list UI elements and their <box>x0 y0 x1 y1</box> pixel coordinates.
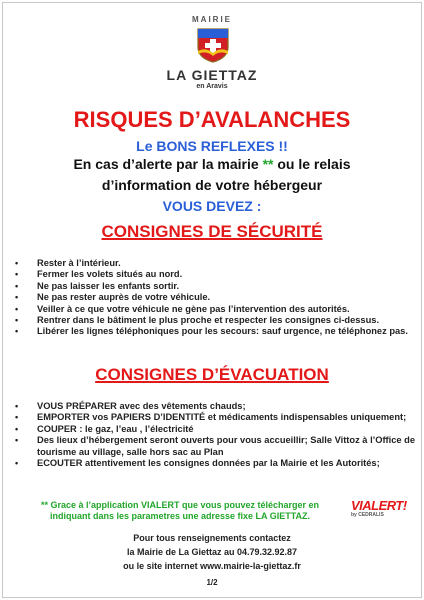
list-item: • Ne pas rester auprès de votre véhicule. <box>15 292 415 303</box>
list-item: • Veiller à ce que votre véhicule ne gène pas l’intervention des autorités. <box>15 304 415 315</box>
vialert-logo-sub: by CEDRALIS <box>351 512 384 518</box>
vialert-logo-word: VIALERT! <box>351 498 407 513</box>
vialert-note-line-1: ** Grace à l’application VIALERT que vous pouvez télécharger en <box>40 500 320 510</box>
list-item: • Des lieux d’hébergement seront ouverts pour vous accueillir; Salle Vittoz à l’Office de tourisme au village, salle hors sac au Plan <box>15 435 415 458</box>
list-item: • Libérer les lignes téléphoniques pour les secours: sauf urgence, ne téléphonez pas. <box>15 326 415 337</box>
securite-heading <box>3 222 421 242</box>
alert-line-2: d’information de votre hébergeur <box>101 177 323 193</box>
alert-line-1-end: ou le relais <box>273 156 351 172</box>
town-name: LA GIETTAZ <box>166 67 258 83</box>
mairie-label: MAIRIE <box>192 15 232 24</box>
securite-heading-text: CONSIGNES DE SÉCURITÉ <box>101 222 323 241</box>
evacuation-list <box>15 401 415 469</box>
list-item: • VOUS PRÉPARER avec des vêtements chauds; <box>15 401 415 412</box>
contact-line-1: Pour tous renseignements contactez <box>133 533 291 543</box>
list-item: • COUPER : le gaz, l’eau , l’électricité <box>15 424 415 435</box>
page-title: RISQUES D’AVALANCHES <box>73 107 351 132</box>
evacuation-heading <box>3 365 421 385</box>
contact-website: ou le site internet www.mairie-la-giettaz.fr <box>123 561 301 571</box>
evacuation-heading-text: CONSIGNES D’ÉVACUATION <box>95 365 329 384</box>
reflexes-heading: Le BONS REFLEXES !! <box>136 138 288 154</box>
page-number: 1/2 <box>206 578 218 587</box>
alert-line-1-start: En cas d’alerte par la mairie <box>73 156 263 172</box>
document-page <box>2 2 422 598</box>
list-item: • Fermer les volets situés au nord. <box>15 269 415 280</box>
vialert-logo <box>351 499 417 523</box>
alert-stars: ** <box>262 156 274 172</box>
list-item: • ECOUTER attentivement les consignes données par la Mairie et les Autorités; <box>15 458 415 469</box>
town-subtitle: en Aravis <box>196 83 228 90</box>
list-item: • EMPORTER vos PAPIERS D’IDENTITÉ et médicaments indispensables uniquement; <box>15 412 415 423</box>
list-item: • Ne pas laisser les enfants sortir. <box>15 281 415 292</box>
list-item: • Rester à l’intérieur. <box>15 258 415 269</box>
alert-line-1 <box>3 156 421 172</box>
list-item: • Rentrer dans le bâtiment le plus proche et respecter les consignes ci-dessus. <box>15 315 415 326</box>
vialert-note-line-2: indiquant dans les parametres une adresse fixe LA GIETTAZ. <box>49 511 311 521</box>
contact-phone: la Mairie de La Giettaz au 04.79.32.92.87 <box>126 547 298 557</box>
vous-devez-heading: VOUS DEVEZ : <box>162 198 262 214</box>
securite-list <box>15 258 415 338</box>
town-crest-icon <box>196 27 230 63</box>
